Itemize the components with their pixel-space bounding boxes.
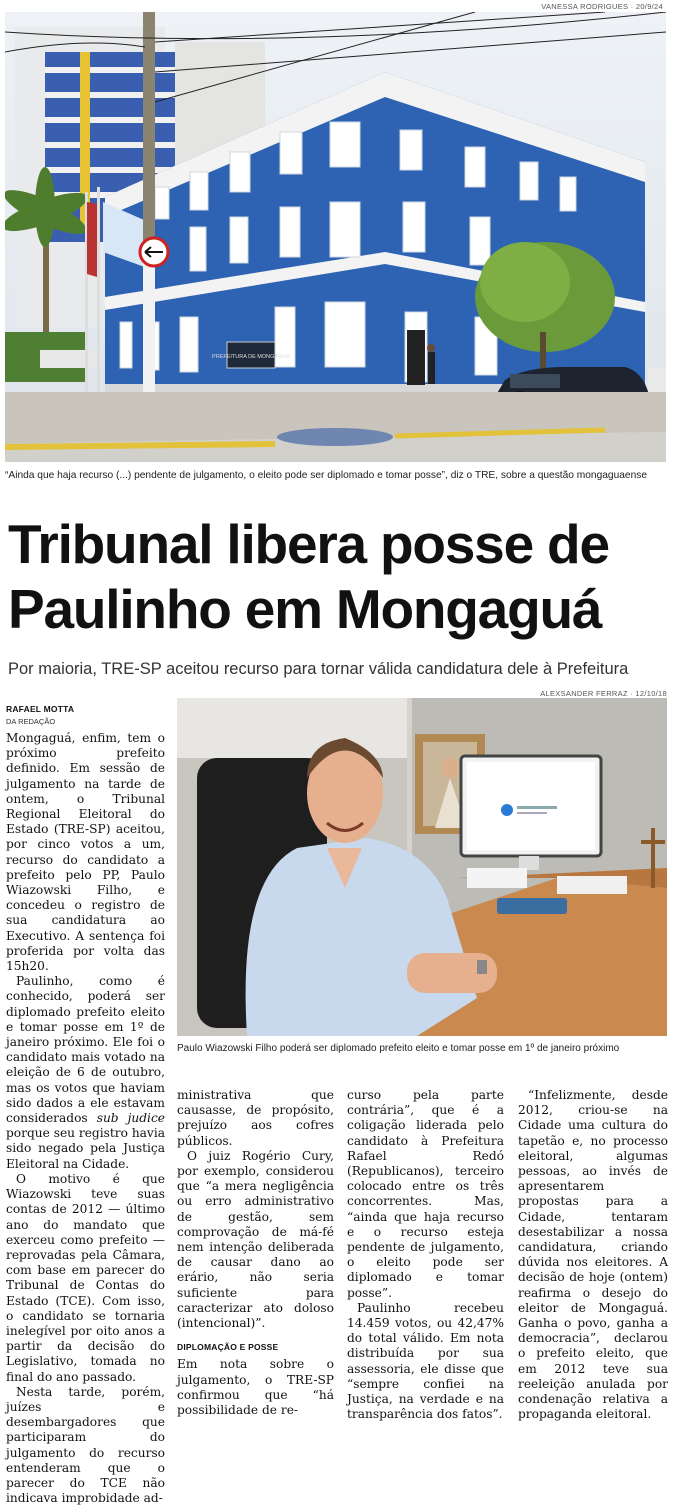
byline-desk: DA REDAÇÃO: [6, 717, 56, 726]
paragraph: ministrativa que causasse, de propósito, prejuízo aos cofres públicos.: [177, 1088, 334, 1148]
paragraph: [6, 974, 165, 1172]
paragraph: curso pela parte contrária”, que é a coligação liderada pelo candidato à Prefeitura Rafael Redó (Republicanos), terceiro colocado entre os três concorrentes. Mas, “ainda que haja recurso e o recurso esteja pendente de julgamento, o eleito pode ser diplomado e tomar posse”.: [347, 1088, 504, 1300]
emphasis-text: sub judice: [96, 1111, 165, 1126]
paragraph: Nesta tarde, porém, juízes e desembargadores que participaram do julgamento do recurso entenderam que o parecer do TCE não indicava improbidade ad-: [6, 1384, 165, 1506]
article-column-2: [177, 1088, 334, 1418]
photo-credit-main: ALEXSANDER FERRAZ · 12/10/18: [540, 689, 667, 698]
paragraph: O juiz Rogério Cury, por exemplo, considerou que “a mera negligência ou erro administrativo de gestão, sem comprovação de má-fé nem intenção deliberada de causar dano ao erário, não seria suficiente para caracterizar ato doloso (intencional)”.: [177, 1148, 334, 1331]
city-hall-photo: [5, 12, 666, 462]
paragraph: Em nota sobre o julgamento, o TRE-SP confirmou que “há possibilidade de re-: [177, 1357, 334, 1418]
headline-line-1: Tribunal libera posse de: [8, 513, 609, 575]
article-column-4: [518, 1088, 668, 1422]
paragraph-text: porque seu registro havia sido negado pela Justiça Eleitoral na Cidade.: [6, 1126, 165, 1171]
photo-caption-main: Paulo Wiazowski Filho poderá ser diplomado prefeito eleito e tomar posse em 1º de janeiro próximo: [177, 1043, 620, 1054]
section-subhead: DIPLOMAÇÃO E POSSE: [177, 1342, 279, 1353]
paragraph: “Infelizmente, desde 2012, criou-se na Cidade uma cultura do tapetão e, no processo eleitoral, algumas pessoas, ao invés de apresentarem propostas para a Cidade, tentaram desestabilizar a nossa candidatura, criando dúvida nos eleitores. A decisão de hoje (ontem) reafirma o desejo do eleitor de Mongaguá. Ganha o povo, ganha a democracia”, declarou o prefeito eleito, que em 2012 teve sua reeleição anulada por condenação relativa a propaganda eleitoral.: [518, 1088, 668, 1422]
city-hall-illustration: [5, 12, 666, 462]
paragraph: O motivo é que Wiazowski teve suas contas de 2012 — último ano do mandato que exerceu como prefeito — reprovadas pela Câmara, com base em parecer do Tribunal de Contas do Estado (TCE). Com isso, o candidato se tornaria inelegível por oito anos a partir da decisão do Legislativo, tomada no final do ano passado.: [6, 1171, 165, 1384]
byline-author: RAFAEL MOTTA: [6, 704, 75, 714]
city-hall-sign-text: PREFEITURA DE MONGAGUÁ: [212, 354, 290, 360]
headline: [8, 512, 668, 642]
article-column-1: [6, 731, 165, 1506]
paragraph-text: Paulinho, como é conhecido, poderá ser diplomado prefeito eleito e tomar posse em 1º de janeiro próximo. Ele foi o candidato mais votado na eleição de 6 de outubro, mas os votos que haviam sido dados a ele estavam considerados: [6, 974, 165, 1126]
subheadline: Por maioria, TRE-SP aceitou recurso para tornar válida candidatura dele à Prefeitura: [8, 660, 629, 678]
photo-credit-top: VANESSA RODRIGUES · 20/9/24: [541, 2, 663, 11]
paragraph: Paulinho recebeu 14.459 votos, ou 42,47% do total válido. Em nota distribuída por sua assessoria, ele disse que “sempre confiei na Justiça, na verdade e na transparência dos fatos”.: [347, 1300, 504, 1422]
photo-caption-top: “Ainda que haja recurso (...) pendente de julgamento, o eleito pode ser diplomado e tomar posse”, diz o TRE, sobre a questão mongaguaense: [5, 470, 648, 481]
portrait-illustration: [177, 698, 667, 1036]
headline-line-2: Paulinho em Mongaguá: [8, 578, 602, 640]
paragraph: Mongaguá, enfim, tem o próximo prefeito definido. Em sessão de julgamento na tarde de ontem, o Tribunal Regional Eleitoral do Estado (TRE-SP) aceitou, por cinco votos a um, recurso do candidato a prefeito pelo PP, Paulo Wiazowski Filho, e concedeu o registro de sua candidatura ao Executivo. A sentença foi proferida por volta das 15h20.: [6, 731, 165, 974]
article-column-3: [347, 1088, 504, 1422]
portrait-photo: [177, 698, 667, 1036]
